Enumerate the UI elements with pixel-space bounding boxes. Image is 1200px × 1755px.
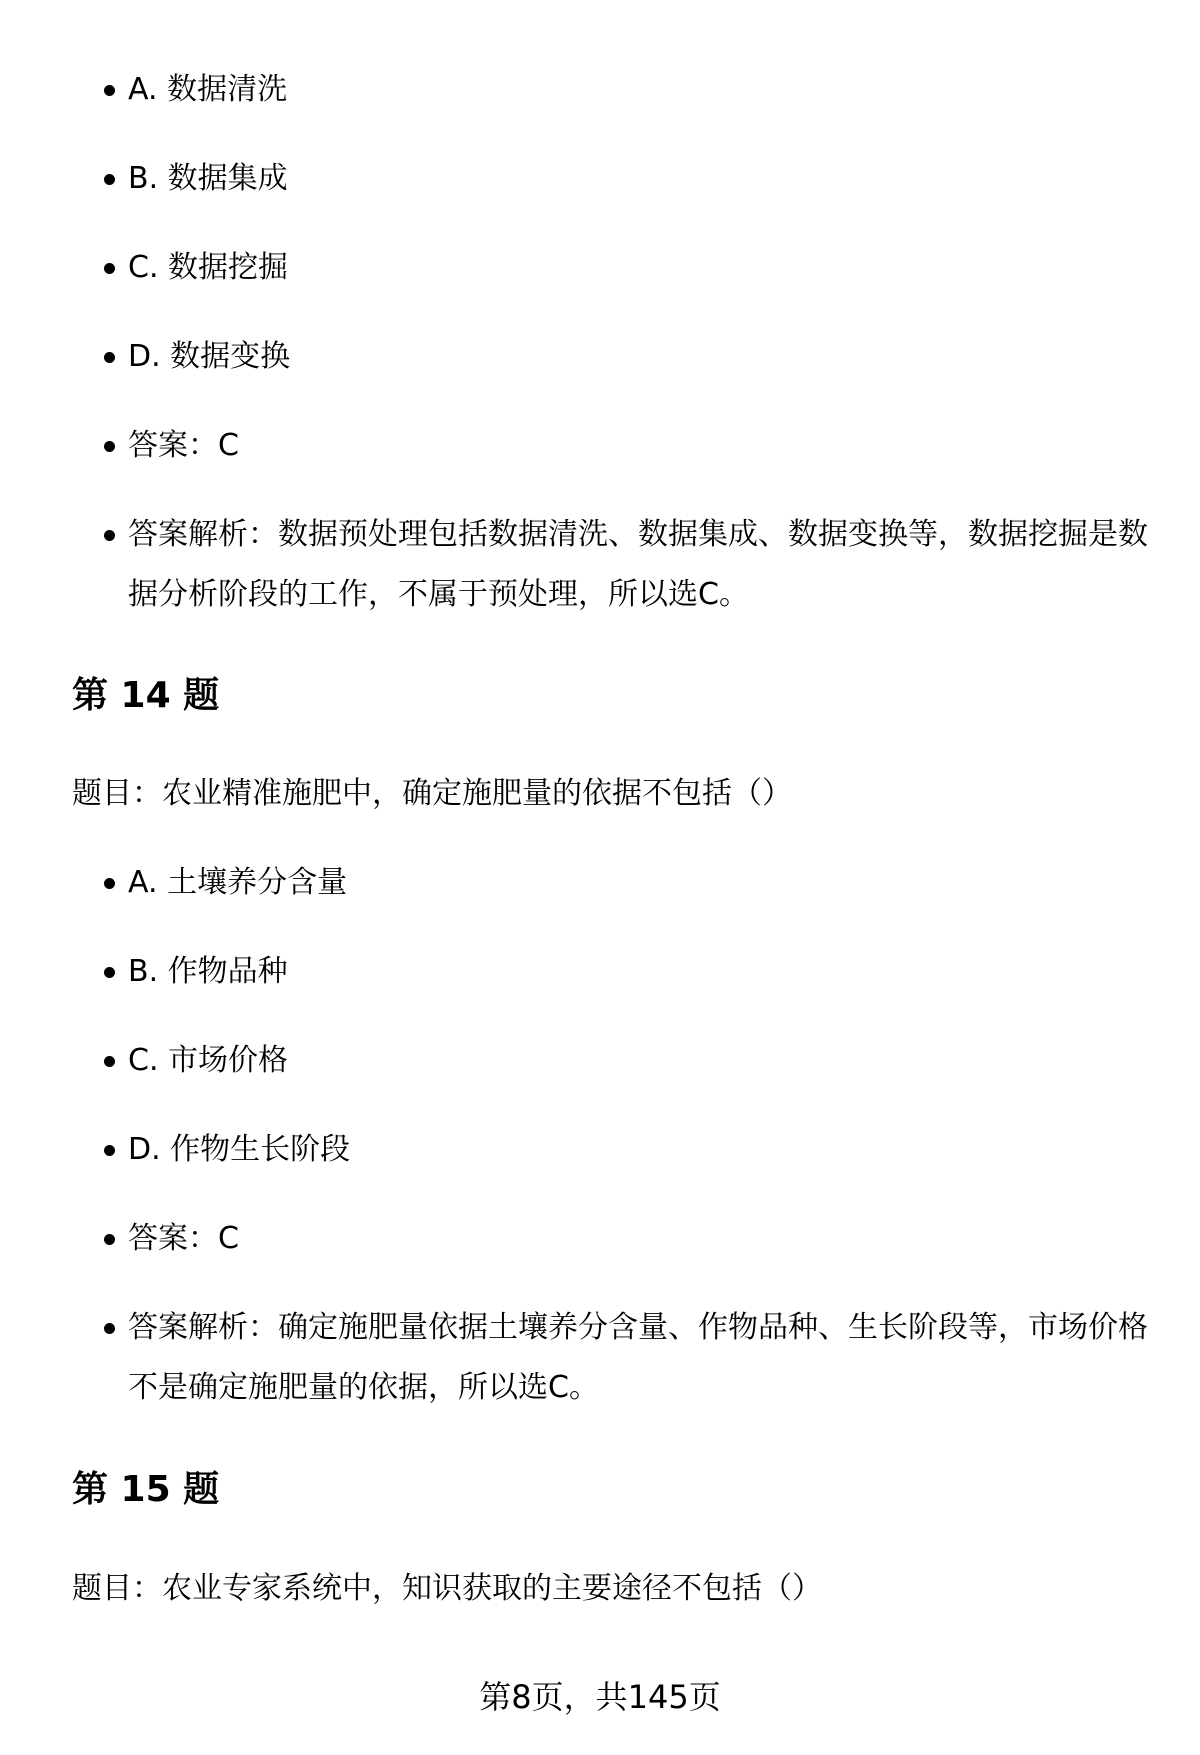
bullet-icon xyxy=(104,174,115,185)
option-text: D. 数据变换 xyxy=(128,339,291,374)
analysis-text: 答案解析：数据预处理包括数据清洗、数据集成、数据变换等，数据挖掘是数据分析阶段的工作，不属于预处理，所以选C。 xyxy=(128,517,1148,612)
bullet-icon xyxy=(104,967,115,978)
bullet-icon xyxy=(104,85,115,96)
answer-text: 答案：C xyxy=(128,1221,239,1256)
option-text: B. 数据集成 xyxy=(128,161,288,196)
bullet-icon xyxy=(104,263,115,274)
q13-option-c xyxy=(128,238,1148,298)
q14-heading: 第 14 题 xyxy=(72,675,220,716)
bullet-icon xyxy=(104,352,115,363)
bullet-icon xyxy=(104,1323,115,1334)
q14-analysis xyxy=(128,1298,1148,1418)
q13-option-b xyxy=(128,149,1148,209)
bullet-icon xyxy=(104,1234,115,1245)
bullet-icon xyxy=(104,1056,115,1067)
answer-text: 答案：C xyxy=(128,428,239,463)
q15-heading: 第 15 题 xyxy=(72,1469,220,1510)
q14-option-d xyxy=(128,1120,1148,1180)
q14-answer xyxy=(128,1209,1148,1269)
q13-option-d xyxy=(128,327,1148,387)
option-text: C. 市场价格 xyxy=(128,1043,289,1078)
q14-option-a xyxy=(128,853,1148,913)
q13-option-a xyxy=(128,60,1148,120)
bullet-icon xyxy=(104,530,115,541)
q14-stem: 题目：农业精准施肥中，确定施肥量的依据不包括（） xyxy=(72,776,792,811)
option-text: D. 作物生长阶段 xyxy=(128,1132,351,1167)
bullet-icon xyxy=(104,441,115,452)
option-text: C. 数据挖掘 xyxy=(128,250,289,285)
analysis-text: 答案解析：确定施肥量依据土壤养分含量、作物品种、生长阶段等，市场价格不是确定施肥量的依据，所以选C。 xyxy=(128,1310,1148,1405)
bullet-icon xyxy=(104,878,115,889)
q14-option-b xyxy=(128,942,1148,1002)
q13-analysis xyxy=(128,505,1148,625)
q13-answer xyxy=(128,416,1148,476)
option-text: A. 土壤养分含量 xyxy=(128,865,348,900)
option-text: B. 作物品种 xyxy=(128,954,288,989)
page-indicator: 第8页，共145页 xyxy=(479,1678,721,1716)
q14-option-c xyxy=(128,1031,1148,1091)
bullet-icon xyxy=(104,1145,115,1156)
option-text: A. 数据清洗 xyxy=(128,72,288,107)
q15-stem: 题目：农业专家系统中，知识获取的主要途径不包括（） xyxy=(72,1571,822,1606)
